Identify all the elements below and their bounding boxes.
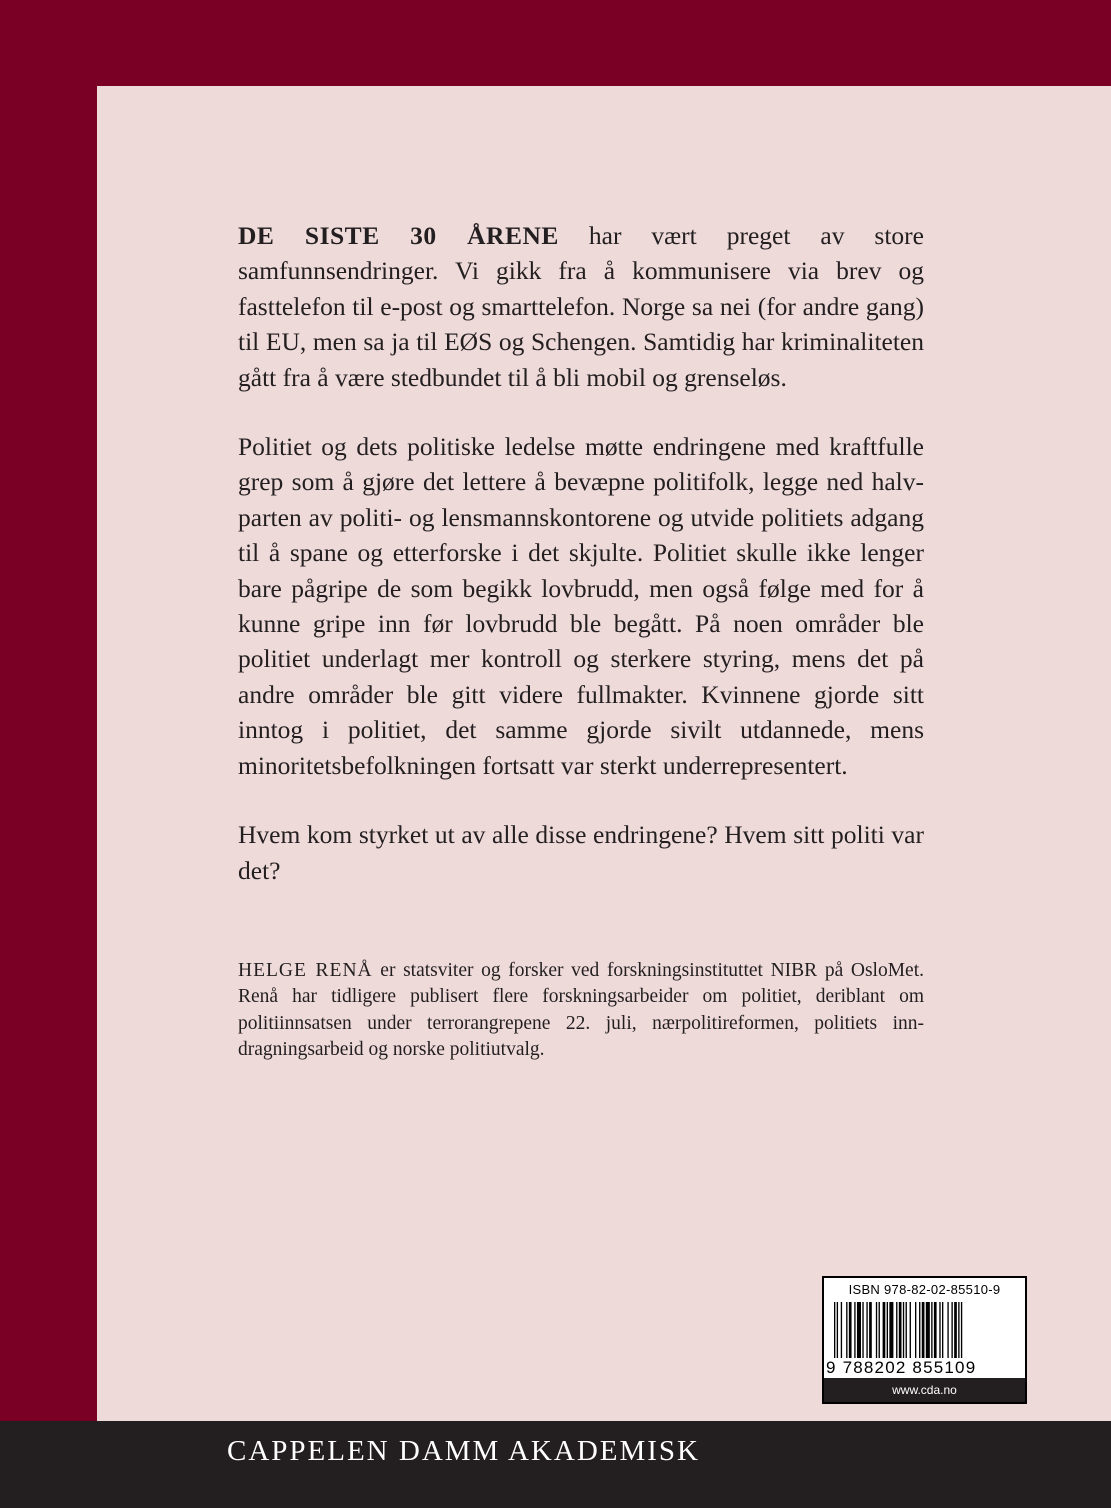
barcode-bar	[919, 1302, 920, 1358]
barcode-bar	[849, 1302, 852, 1358]
website-label: www.cda.no	[824, 1378, 1025, 1402]
barcode-bar	[857, 1302, 861, 1358]
barcode-bar	[947, 1302, 948, 1358]
paragraph-2: Politiet og dets politiske ledelse møtte endringene med kraftfulle grep som å gjøre det lettere å bevæpne politifolk, legge ned halvparten av politi- og lensmannskontorene og utvide politiets adgang til å spane og etterforske i det skjulte. Politiet skulle ikke lenger bare pågripe de som begikk lovbrudd, men også følge med for å kunne gripe inn før lovbrudd ble begått. På noen områder ble politiet underlagt mer kontroll og sterkere styring, mens det på andre områder ble gitt videre fullmakter. Kvinnene gjorde sitt inntog i politiet, det samme gjorde sivilt utdannede, mens minoritetsbefolkningen fortsatt var sterkt underrepresentert.	[238, 432, 924, 780]
barcode-bar	[896, 1302, 897, 1358]
back-cover-text	[238, 218, 924, 1083]
barcode-bar	[876, 1302, 877, 1358]
author-bio-text: er statsviter og forsker ved forskningsinstituttet NIBR på OsloMet. Renå har tidligere publisert flere forskningsarbeider om politiet, deriblant om politiinnsatsen under terrorangrepene 22. juli, nærpolitireformen, politiets inndragningsarbeid og norske politiutvalg.	[238, 959, 924, 1061]
barcode-bar	[926, 1302, 930, 1358]
barcode-bar	[951, 1302, 952, 1358]
barcode-bar	[866, 1302, 867, 1358]
barcode-bar	[910, 1302, 911, 1358]
barcode-bar	[887, 1302, 888, 1358]
barcode-bar	[841, 1302, 842, 1358]
barcode-bar	[879, 1302, 880, 1358]
barcode-bar	[954, 1302, 957, 1358]
barcode-bar	[834, 1302, 835, 1358]
intro-paragraph	[238, 218, 924, 395]
intro-rest: har vært preget av store samfunnsendringer. Vi gikk fra å kommunisere via brev og fasttelefon til e-post og smarttelefon. Norge sa nei (for andre gang) til EU, men sa ja til EØS og Schengen. Samtidig har kriminaliteten gått fra å være stedbundet til å bli mobil og grenseløs.	[238, 221, 924, 392]
barcode-digits: 9 788202 855109	[826, 1358, 977, 1377]
publisher-footer	[0, 1421, 1111, 1508]
barcode-bar	[939, 1302, 940, 1358]
barcode-bars	[834, 1302, 1015, 1358]
barcode-bar	[915, 1302, 916, 1358]
barcode-bar	[883, 1302, 886, 1358]
isbn-barcode	[822, 1276, 1027, 1404]
author-name: HELGE RENÅ	[238, 959, 373, 981]
barcode-bar	[961, 1302, 962, 1358]
barcode-bar	[899, 1302, 902, 1358]
barcode-bar	[931, 1302, 932, 1358]
barcode-bar	[846, 1302, 847, 1358]
paragraph-3: Hvem kom styrket ut av alle disse endringene? Hvem sitt politi var det?	[238, 820, 924, 885]
barcode-bar	[869, 1302, 872, 1358]
barcode-bar	[906, 1302, 907, 1358]
intro-lead: DE SISTE 30 ÅRENE	[238, 221, 559, 250]
barcode-bar	[922, 1302, 925, 1358]
barcode-bar	[862, 1302, 863, 1358]
barcode-bar	[934, 1302, 937, 1358]
barcode-bar	[889, 1302, 893, 1358]
barcode-bar	[903, 1302, 904, 1358]
author-bio	[238, 958, 924, 1064]
isbn-label: ISBN 978-82-02-85510-9	[848, 1282, 1001, 1297]
barcode-bar	[837, 1302, 838, 1358]
barcode-bar	[942, 1302, 943, 1358]
publisher-name: CAPPELEN DAMM AKADEMISK	[227, 1435, 700, 1467]
barcode-bar	[958, 1302, 959, 1358]
barcode-bar	[854, 1302, 855, 1358]
